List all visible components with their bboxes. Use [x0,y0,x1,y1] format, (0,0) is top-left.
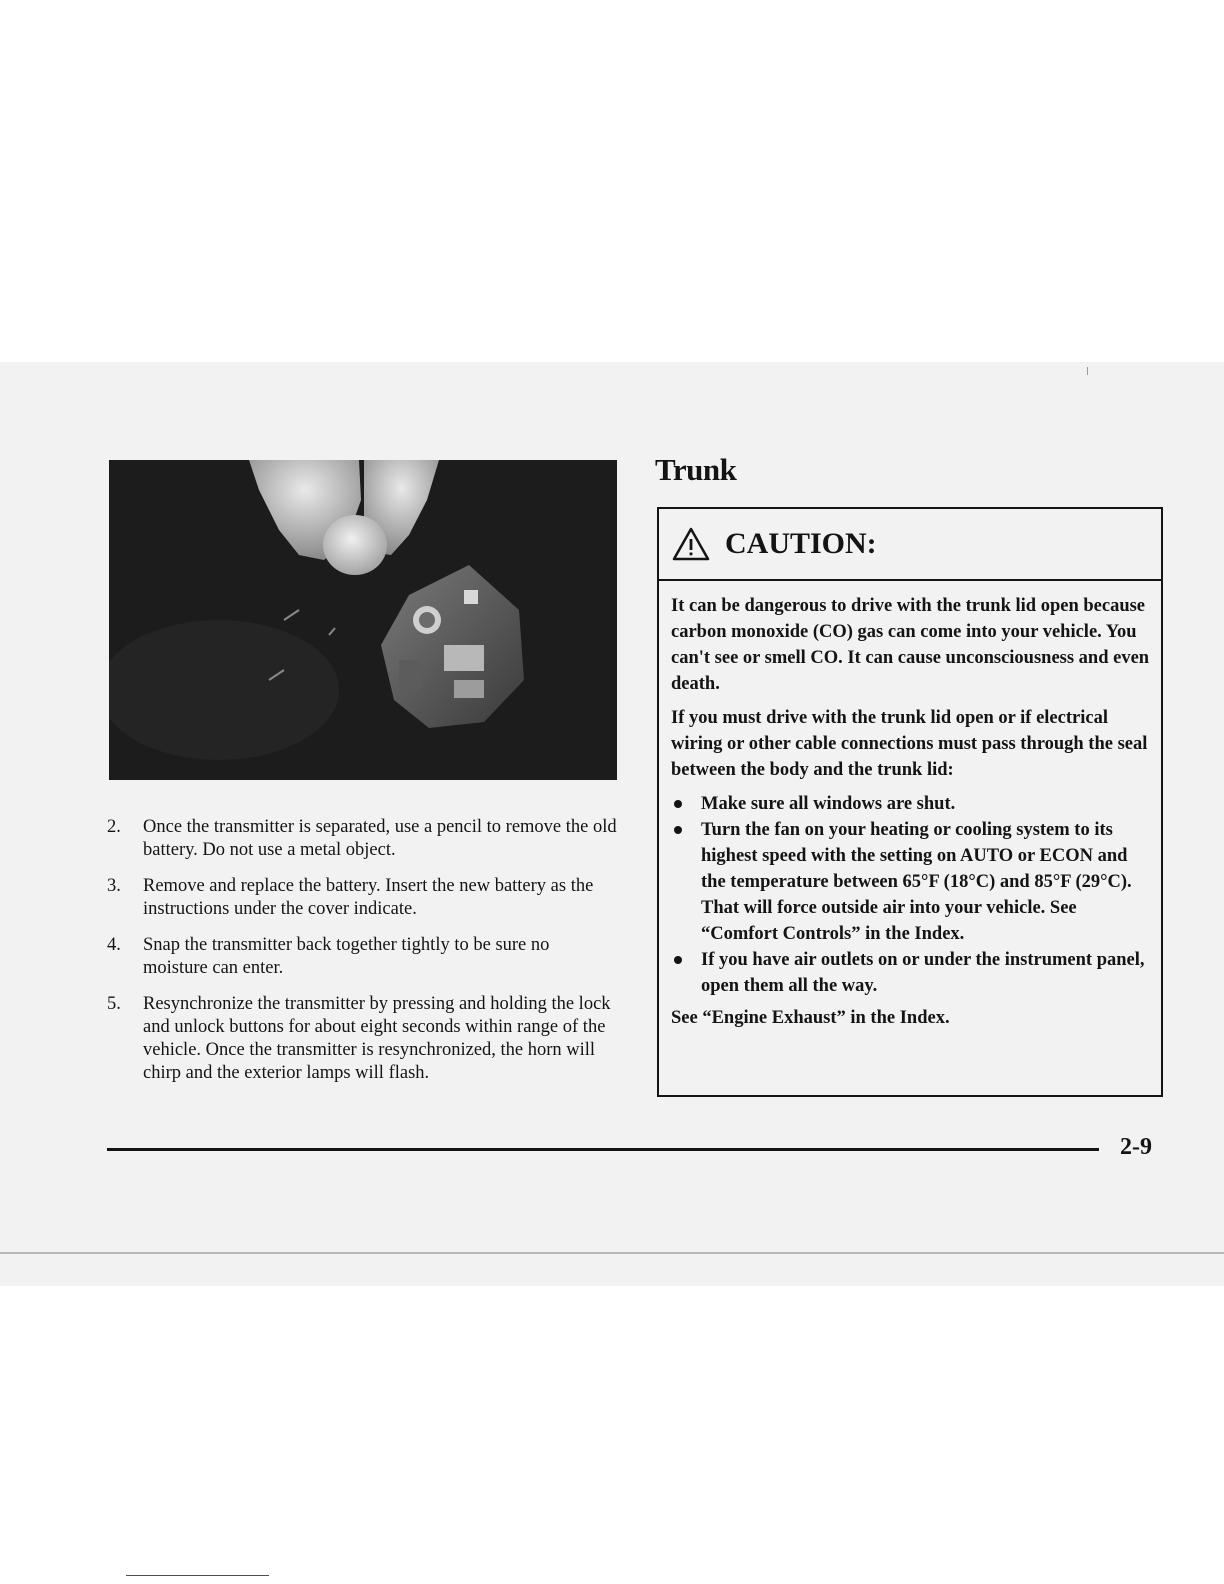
list-item [107,934,617,980]
step-text: Once the transmitter is separated, use a pencil to remove the old battery. Do not use a metal object. [143,817,617,860]
bullet-icon [674,956,682,964]
list-item [107,993,617,1085]
step-text: Snap the transmitter back together tightly to be sure no moisture can enter. [143,935,550,978]
step-number: 5. [107,994,121,1014]
bottom-rule [126,1575,269,1576]
step-number: 3. [107,876,121,896]
photo-illustration [109,460,617,780]
caution-bullet-list [671,791,1151,999]
caution-label: CAUTION: [725,527,877,560]
caution-header [659,509,1161,581]
battery-steps-list [107,816,617,1098]
section-title: Trunk [655,452,737,487]
list-item [671,817,1151,947]
bullet-text: Make sure all windows are shut. [701,794,956,814]
caution-paragraph: It can be dangerous to drive with the trunk lid open because carbon monoxide (CO) gas can come into your vehicle. You can't see or smell CO. It can cause unconsciousness and even death. [671,596,1150,694]
step-text: Resynchronize the transmitter by pressing and holding the lock and unlock buttons for about eight seconds within range of the vehicle. Once the transmitter is resynchronized, the horn will chirp and the exterior lamps will flash. [143,994,611,1083]
bullet-icon [674,800,682,808]
scan-edge-line [0,1252,1224,1254]
list-item [107,816,617,862]
caution-box [657,507,1163,1097]
caution-body [659,581,1161,1031]
scan-artifact-mark [1087,367,1088,375]
list-item [107,875,617,921]
step-number: 2. [107,817,121,837]
caution-footer-reference: See “Engine Exhaust” in the Index. [671,1008,950,1028]
caution-paragraph: If you must drive with the trunk lid open or if electrical wiring or other cable connections must pass through the seal between the body and the trunk lid: [671,708,1148,780]
bullet-text: If you have air outlets on or under the instrument panel, open them all the way. [701,950,1145,996]
bullet-text: Turn the fan on your heating or cooling system to its highest speed with the setting on AUTO or ECON and the temperature between 65°F (18°C) and 85°F (29°C). That will force outside air into your vehicle. See “Comfort Controls” in the Index. [701,820,1132,944]
list-item [671,947,1151,999]
list-item [671,791,1151,817]
bullet-icon [674,826,682,834]
page-number: 2-9 [1120,1134,1152,1160]
footer-rule [107,1148,1099,1151]
battery-replacement-photo [109,460,617,780]
warning-triangle-icon [671,526,711,562]
step-number: 4. [107,935,121,955]
step-text: Remove and replace the battery. Insert the new battery as the instructions under the cover indicate. [143,876,594,919]
